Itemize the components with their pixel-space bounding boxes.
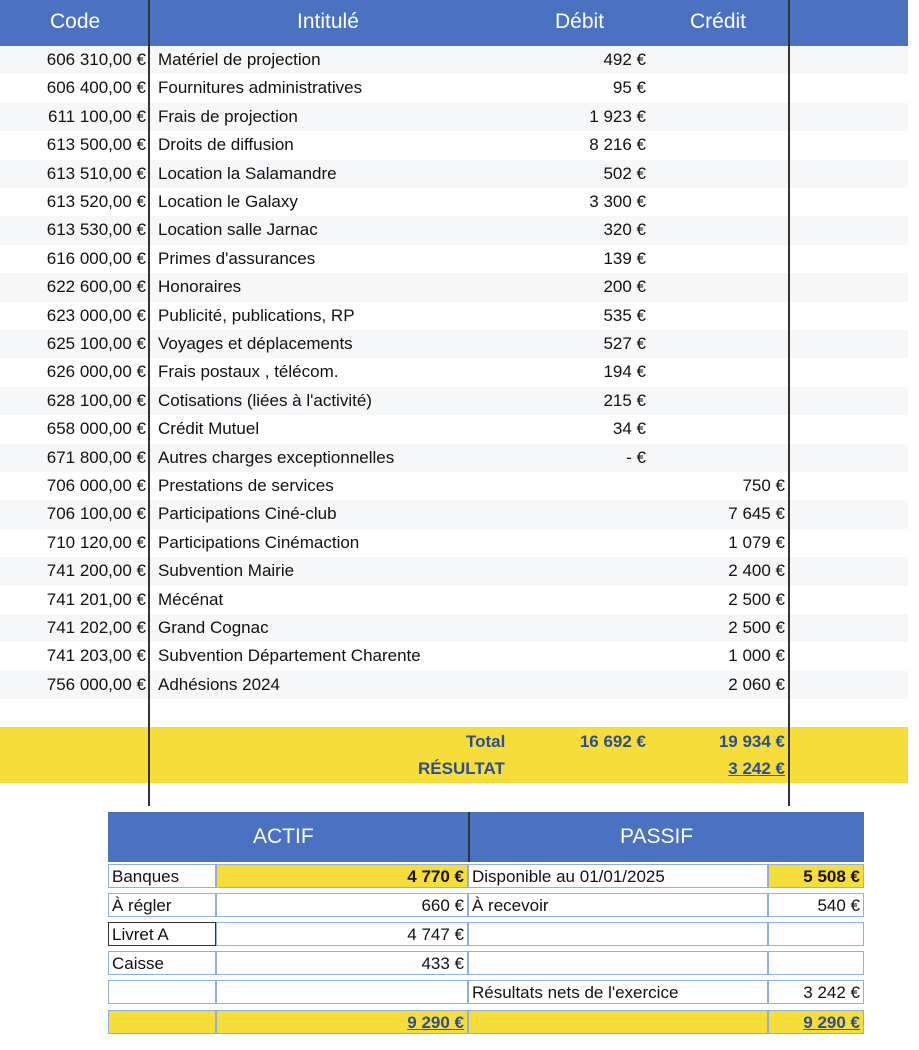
total-actif-label-cell bbox=[108, 1010, 216, 1034]
ledger-row bbox=[0, 671, 908, 699]
header-debit: Débit bbox=[555, 10, 605, 33]
actif-value: 4 770 € bbox=[216, 864, 468, 888]
account-label: Publicité, publications, RP bbox=[158, 305, 355, 325]
actif-label bbox=[108, 980, 216, 1004]
ledger-row bbox=[0, 302, 908, 330]
account-label: Matériel de projection bbox=[158, 50, 321, 69]
account-label: Subvention Département Charente bbox=[158, 646, 421, 666]
account-label: Participations Ciné-club bbox=[158, 504, 337, 524]
account-code: 710 120,00 € bbox=[46, 532, 146, 552]
total-debit: 16 692 € bbox=[579, 732, 646, 751]
debit-amount: 8 216 € bbox=[589, 135, 646, 155]
debit-amount: 1 923 € bbox=[589, 106, 646, 126]
account-code: 611 100,00 € bbox=[48, 106, 146, 126]
account-label: Fournitures administratives bbox=[158, 78, 363, 98]
actif-value: 433 € bbox=[216, 951, 468, 975]
header-credit: Crédit bbox=[690, 10, 747, 33]
ledger-row bbox=[0, 500, 908, 528]
account-label: Frais de projection bbox=[158, 106, 298, 126]
ledger-row bbox=[0, 188, 908, 216]
actif-value bbox=[216, 980, 468, 1004]
total-label: Total bbox=[466, 732, 506, 751]
account-code: 613 520,00 € bbox=[46, 192, 146, 211]
debit-amount: 194 € bbox=[603, 362, 646, 382]
credit-amount: 1 079 € bbox=[728, 532, 785, 552]
account-code: 741 202,00 € bbox=[46, 618, 146, 637]
account-label: Grand Cognac bbox=[158, 618, 269, 637]
ledger-header bbox=[0, 0, 908, 46]
account-label: Crédit Mutuel bbox=[158, 419, 260, 439]
account-label: Location la Salamandre bbox=[158, 163, 337, 183]
account-code: 622 600,00 € bbox=[46, 277, 146, 297]
account-code: 741 203,00 € bbox=[46, 646, 146, 666]
ledger-row bbox=[0, 74, 908, 102]
total-actif: 9 290 € bbox=[216, 1010, 468, 1034]
actif-header: ACTIF bbox=[253, 825, 314, 848]
account-code: 756 000,00 € bbox=[46, 674, 146, 694]
account-code: 606 310,00 € bbox=[46, 50, 146, 69]
account-label: Location le Galaxy bbox=[158, 192, 298, 211]
actif-label: Caisse bbox=[108, 951, 216, 975]
ledger-row bbox=[0, 46, 908, 74]
passif-value bbox=[768, 922, 864, 946]
passif-label bbox=[468, 922, 768, 946]
passif-value bbox=[768, 951, 864, 975]
passif-label: À recevoir bbox=[468, 893, 768, 917]
ledger-row bbox=[0, 642, 908, 670]
account-code: 658 000,00 € bbox=[46, 419, 146, 439]
debit-amount: 320 € bbox=[603, 220, 646, 240]
ledger-row bbox=[0, 387, 908, 415]
account-label: Primes d'assurances bbox=[158, 248, 316, 268]
debit-amount: 215 € bbox=[603, 390, 646, 410]
account-label: Mécénat bbox=[158, 589, 224, 609]
credit-amount: 7 645 € bbox=[728, 504, 785, 524]
account-label: Autres charges exceptionnelles bbox=[158, 447, 395, 467]
ledger-row bbox=[0, 415, 908, 443]
ledger-row bbox=[0, 216, 908, 244]
account-label: Frais postaux , télécom. bbox=[158, 362, 339, 382]
passif-value: 540 € bbox=[768, 893, 864, 917]
debit-amount: 535 € bbox=[603, 305, 646, 325]
account-code: 613 530,00 € bbox=[46, 220, 146, 240]
ledger-row bbox=[0, 472, 908, 500]
actif-label: Banques bbox=[108, 864, 216, 888]
passif-label: Résultats nets de l'exercice bbox=[468, 980, 768, 1004]
debit-amount: - € bbox=[626, 447, 646, 467]
debit-amount: 3 300 € bbox=[589, 192, 646, 211]
account-code: 706 100,00 € bbox=[46, 504, 146, 524]
ledger-row bbox=[0, 614, 908, 642]
account-label: Prestations de services bbox=[158, 476, 334, 495]
debit-amount: 492 € bbox=[603, 50, 646, 69]
ledger-row bbox=[0, 557, 908, 585]
passif-header: PASSIF bbox=[620, 825, 694, 848]
header-divider bbox=[468, 812, 470, 862]
account-label: Location salle Jarnac bbox=[158, 220, 318, 240]
ledger-row bbox=[0, 529, 908, 557]
account-label: Voyages et déplacements bbox=[158, 334, 353, 353]
ledger-row bbox=[0, 586, 908, 614]
passif-label: Disponible au 01/01/2025 bbox=[468, 864, 768, 888]
actif-value: 4 747 € bbox=[216, 922, 468, 946]
credit-amount: 2 400 € bbox=[728, 561, 785, 581]
header-label: Intitulé bbox=[297, 10, 359, 33]
total-passif-label-cell bbox=[468, 1010, 768, 1034]
account-label: Participations Cinémaction bbox=[158, 532, 360, 552]
ledger-row bbox=[0, 358, 908, 386]
passif-label bbox=[468, 951, 768, 975]
debit-amount: 200 € bbox=[603, 277, 646, 297]
total-credit: 19 934 € bbox=[718, 732, 785, 751]
account-code: 671 800,00 € bbox=[46, 447, 146, 467]
ledger-row bbox=[0, 160, 908, 188]
ledger-row bbox=[0, 131, 908, 159]
divider-code bbox=[148, 0, 150, 806]
debit-amount: 139 € bbox=[603, 248, 646, 268]
header-code: Code bbox=[50, 10, 101, 33]
balance-header bbox=[108, 812, 864, 862]
account-code: 613 500,00 € bbox=[46, 135, 146, 155]
debit-amount: 95 € bbox=[612, 78, 646, 98]
debit-amount: 502 € bbox=[603, 163, 646, 183]
ledger-row bbox=[0, 273, 908, 301]
credit-amount: 2 060 € bbox=[728, 674, 785, 694]
account-label: Subvention Mairie bbox=[158, 561, 295, 581]
account-code: 623 000,00 € bbox=[46, 305, 146, 325]
passif-value: 5 508 € bbox=[768, 864, 864, 888]
account-code: 706 000,00 € bbox=[46, 476, 146, 495]
debit-amount: 527 € bbox=[603, 334, 646, 353]
actif-label: Livret A bbox=[108, 922, 216, 946]
credit-amount: 2 500 € bbox=[728, 589, 785, 609]
account-label: Adhésions 2024 bbox=[158, 674, 280, 694]
divider-right bbox=[788, 0, 790, 806]
account-code: 741 201,00 € bbox=[46, 589, 146, 609]
account-code: 613 510,00 € bbox=[46, 163, 146, 183]
account-code: 626 000,00 € bbox=[46, 362, 146, 382]
ledger-row bbox=[0, 330, 908, 358]
result-value: 3 242 € bbox=[728, 759, 785, 778]
result-label: RÉSULTAT bbox=[418, 759, 505, 778]
credit-amount: 2 500 € bbox=[728, 618, 785, 637]
total-passif: 9 290 € bbox=[768, 1010, 864, 1034]
ledger-row bbox=[0, 444, 908, 472]
account-label: Honoraires bbox=[158, 277, 242, 297]
account-code: 628 100,00 € bbox=[46, 390, 146, 410]
account-code: 741 200,00 € bbox=[46, 561, 146, 581]
actif-label: À régler bbox=[108, 893, 216, 917]
ledger-row bbox=[0, 103, 908, 131]
account-code: 606 400,00 € bbox=[46, 78, 146, 98]
account-label: Cotisations (liées à l'activité) bbox=[158, 390, 372, 410]
account-label: Droits de diffusion bbox=[158, 135, 294, 155]
credit-amount: 1 000 € bbox=[728, 646, 785, 666]
debit-amount: 34 € bbox=[612, 419, 646, 439]
account-code: 625 100,00 € bbox=[46, 334, 146, 353]
actif-value: 660 € bbox=[216, 893, 468, 917]
credit-amount: 750 € bbox=[742, 476, 785, 495]
account-code: 616 000,00 € bbox=[46, 248, 146, 268]
passif-value: 3 242 € bbox=[768, 980, 864, 1004]
ledger-row bbox=[0, 245, 908, 273]
